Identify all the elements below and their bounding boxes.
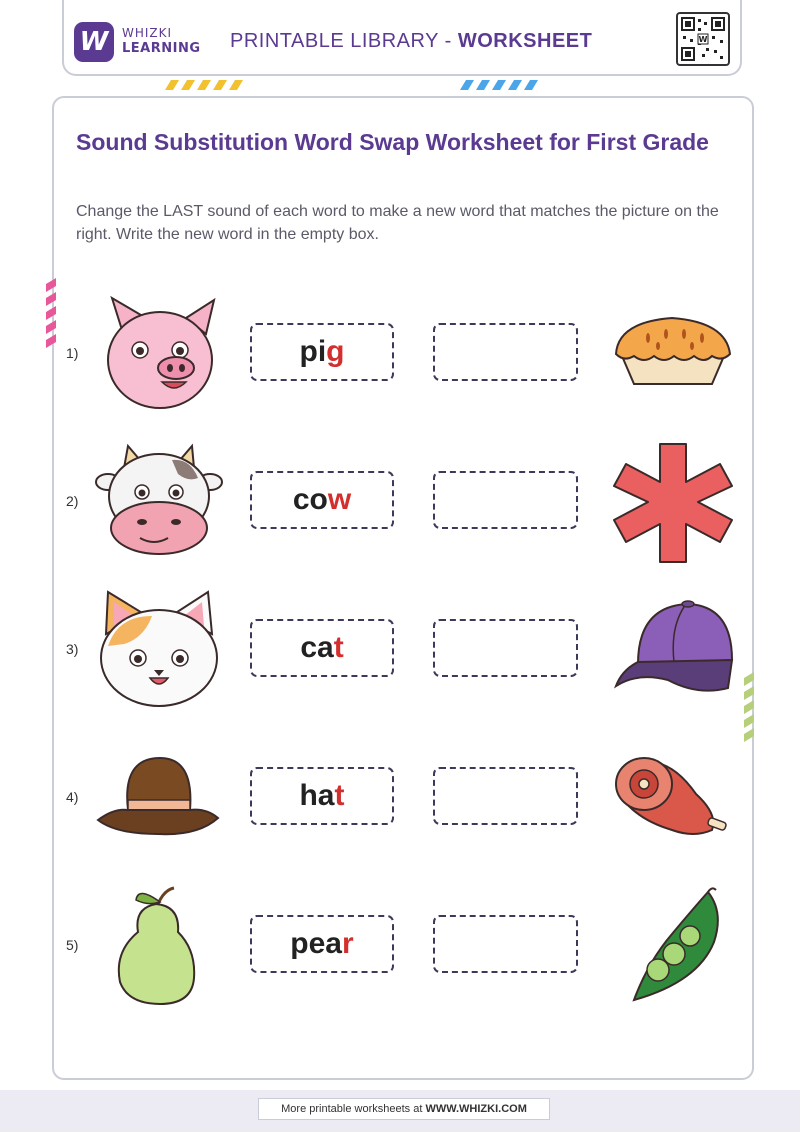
word-last-letter: t (333, 631, 344, 664)
word-box (250, 323, 394, 381)
word-last-letter: g (326, 335, 345, 368)
pig-face-icon (94, 290, 224, 420)
word-start: ca (300, 631, 334, 664)
cow-face-icon (94, 438, 224, 568)
pink-stripe-decoration (46, 278, 56, 348)
qr-code-icon[interactable] (676, 12, 730, 66)
word-last-letter: t (334, 779, 345, 812)
word-box (250, 619, 394, 677)
answer-box[interactable] (433, 915, 578, 973)
svg-text:W: W (698, 35, 708, 44)
pea-pod-icon (608, 882, 738, 1012)
footer-text: More printable worksheets at (281, 1103, 426, 1115)
answer-box[interactable] (433, 323, 578, 381)
item-number: 5) (66, 937, 79, 953)
footer-note (258, 1098, 550, 1120)
brown-hat-icon (94, 734, 224, 864)
medical-star-icon (608, 438, 738, 568)
word-start: pea (290, 927, 342, 960)
brand-name: WHIZKI (122, 26, 173, 40)
logo-letter: W (79, 27, 109, 57)
word-box (250, 767, 394, 825)
whizki-logo[interactable] (74, 22, 114, 62)
item-number: 2) (66, 493, 79, 509)
blue-stripe-decoration (460, 80, 550, 90)
green-stripe-decoration (744, 672, 754, 752)
word-last-letter: r (342, 927, 354, 960)
word-box (250, 471, 394, 529)
worksheet-instructions: Change the LAST sound of each word to make a new word that matches the picture on the right. Write the new word in the empty box. (76, 203, 719, 243)
cat-face-icon (94, 586, 224, 716)
item-number: 3) (66, 641, 79, 657)
word-start: ha (299, 779, 335, 812)
item-number: 4) (66, 789, 79, 805)
answer-box[interactable] (433, 767, 578, 825)
pear-icon (94, 882, 224, 1012)
header-title-prefix: PRINTABLE LIBRARY - (230, 30, 458, 52)
yellow-stripe-decoration (165, 80, 255, 90)
footer-link[interactable]: WWW.WHIZKI.COM (425, 1103, 527, 1115)
word-last-letter: w (327, 483, 352, 516)
brand-subtitle: LEARNING (122, 41, 201, 56)
header-title (230, 30, 592, 53)
header-title-bold: WORKSHEET (457, 30, 593, 52)
baseball-cap-icon (608, 586, 738, 716)
word-box (250, 915, 394, 973)
worksheet-title: Sound Substitution Word Swap Worksheet for First Grade (76, 129, 709, 155)
word-start: co (292, 483, 328, 516)
answer-box[interactable] (433, 471, 578, 529)
answer-box[interactable] (433, 619, 578, 677)
pie-icon (608, 290, 738, 420)
word-start: pi (299, 335, 327, 368)
item-number: 1) (66, 345, 79, 361)
ham-icon (608, 734, 738, 864)
